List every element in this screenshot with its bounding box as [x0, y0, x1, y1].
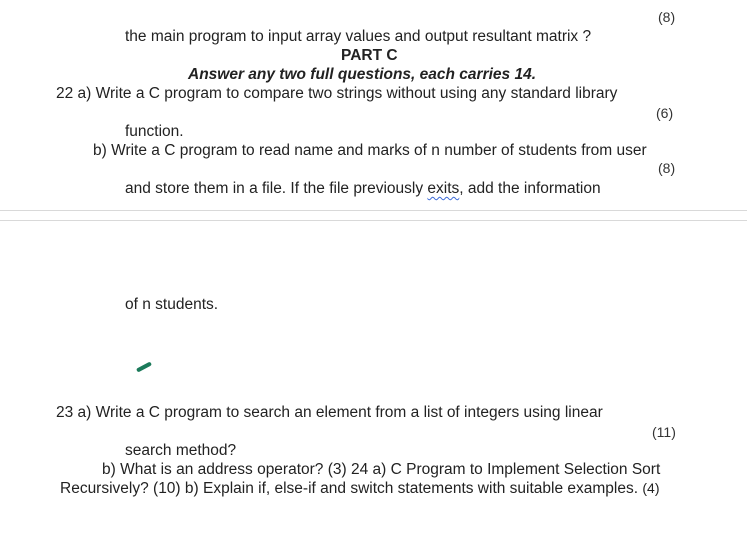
q24-line-text: Recursively? (10) b) Explain if, else-if and switch statements with suitable examples. [60, 480, 639, 497]
q22b-line2 [125, 179, 601, 198]
q21-line2: the main program to input array values and output resultant matrix ? [125, 28, 592, 45]
q22b-line2-pre: and store them in a file. If the file previously [125, 180, 428, 197]
q22a-marks: (6) [656, 105, 674, 121]
q21-marks: (8) [658, 9, 676, 25]
q22b-line1: b) Write a C program to read name and marks of n number of students from user [93, 142, 647, 159]
q24b-marks: (4) [642, 480, 660, 496]
q22a-line2: function. [125, 123, 184, 140]
q23a-line1: 23 a) Write a C program to search an element from a list of integers using linear [56, 404, 603, 421]
q22b-line3: of n students. [125, 296, 219, 313]
q23a-marks: (11) [652, 424, 676, 440]
q22b-line2-post: , add the information [459, 180, 601, 197]
page-break [0, 210, 747, 221]
q22a-line1: 22 a) Write a C program to compare two strings without using any standard library [56, 85, 618, 102]
green-pen-mark [136, 361, 152, 372]
spelling-flagged-word[interactable]: exits [427, 180, 460, 197]
q23a-line2: search method? [125, 442, 237, 459]
part-c-title: PART C [341, 47, 398, 64]
part-c-instruction: Answer any two full questions, each carries 14. [188, 66, 537, 83]
q23b-line: b) What is an address operator? (3) 24 a) C Program to Implement Selection Sort [102, 461, 661, 478]
q22b-marks: (8) [658, 160, 676, 176]
q24-line [60, 479, 660, 498]
